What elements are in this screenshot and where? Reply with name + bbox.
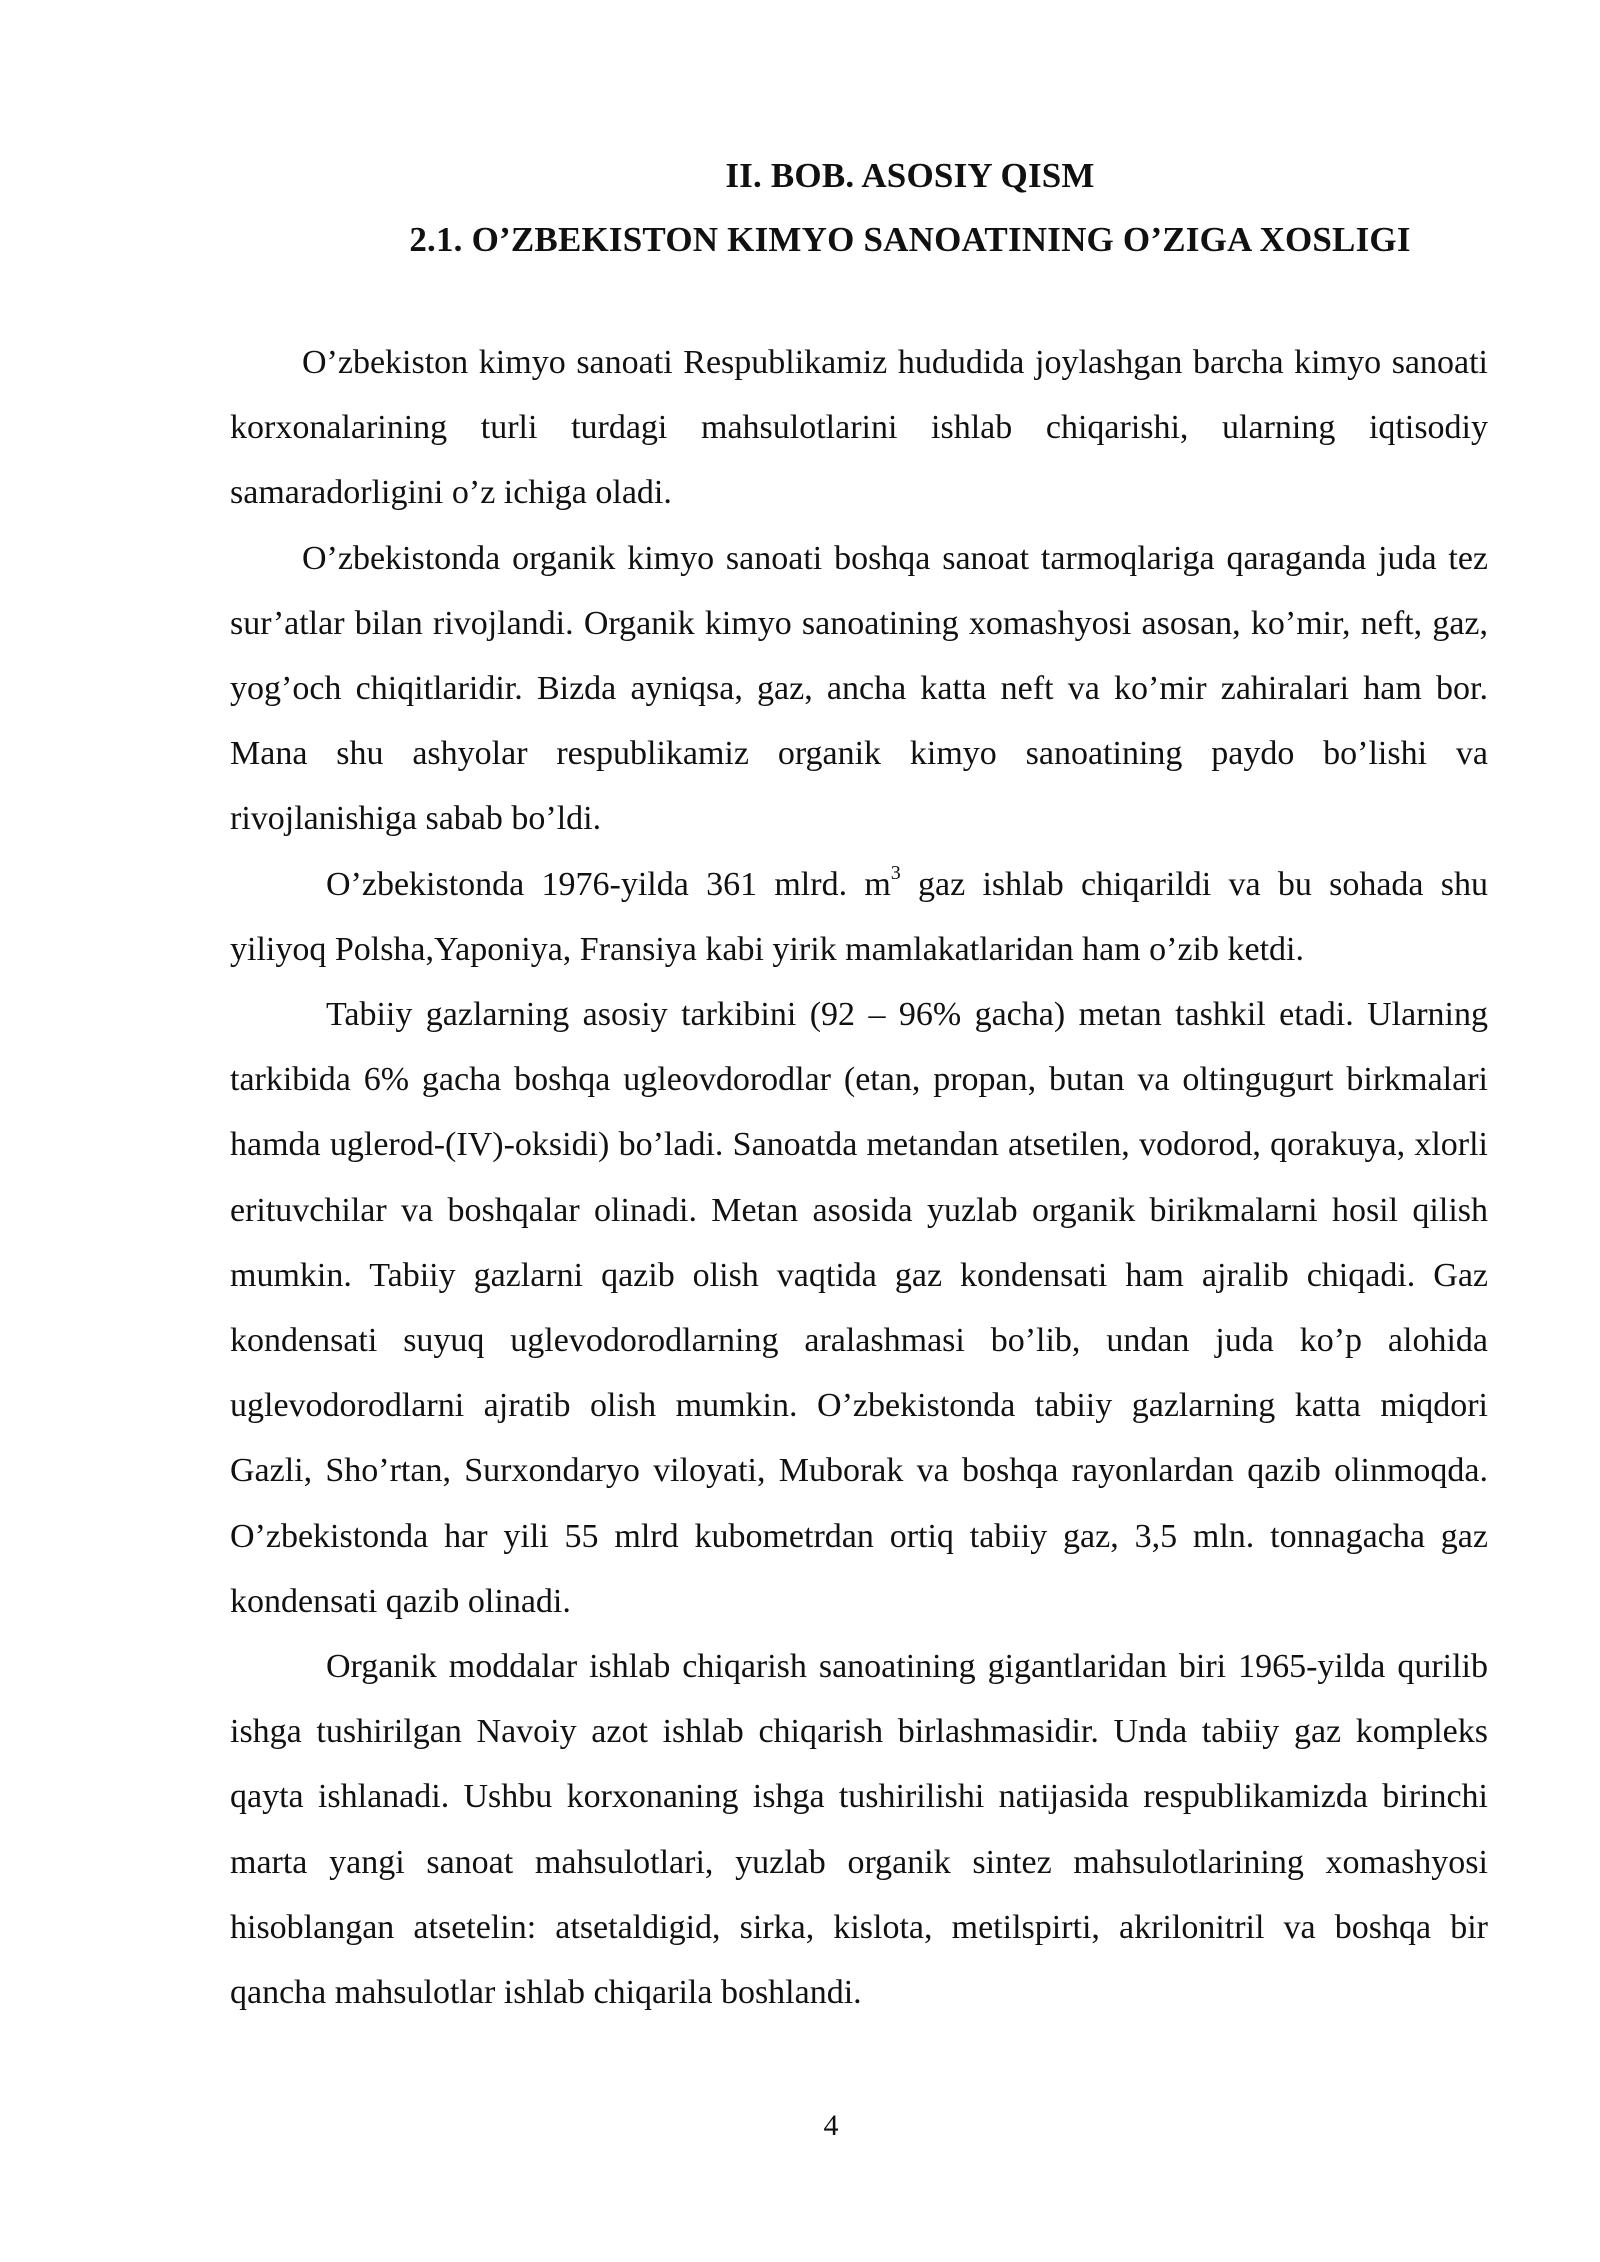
body-text — [230, 330, 1488, 2025]
superscript: 3 — [890, 861, 901, 884]
paragraph: Tabiiy gazlarning asosiy tarkibini (92 – 96% gacha) metan tashkil etadi. Ularning tarkibida 6% gacha boshqa ugleovdorodlar (etan, propan, butan va oltingugurt birkmalari hamda uglerod-(IV)-oksidi) bo’ladi. Sanoatda metandan atsetilen, vodorod, qorakuya, xlorli erituvchilar va boshqalar olinadi. Metan asosida yuzlab organik birikmalarni hosil qilish mumkin. Tabiiy gazlarni qazib olish vaqtida gaz kondensati ham ajralib chiqadi. Gaz kondensati suyuq uglevodorodlarning aralashmasi bo’lib, undan juda ko’p alohida uglevodorodlarni ajratib olish mumkin. O’zbekistonda tabiiy gazlarning katta miqdori Gazli, Sho’rtan, Surxondaryo viloyati, Muborak va boshqa rayonlardan qazib olinmoqda. O’zbekistonda har yili 55 mlrd kubometrdan ortiq tabiiy gaz, 3,5 mln. tonnagacha gaz kondensati qazib olinadi. — [230, 996, 1488, 1620]
paragraph-text: O’zbekistonda 1976-yilda 361 mlrd. m — [326, 865, 891, 903]
paragraph: O’zbekistonda organik kimyo sanoati boshqa sanoat tarmoqlariga qaraganda juda tez sur’atlar bilan rivojlandi. Organik kimyo sanoatining xomashyosi asosan, ko’mir, neft, gaz, yog’och chiqitlaridir. Bizda ayniqsa, gaz, ancha katta neft va ko’mir zahiralari ham bor. Mana shu ashyolar respublikamiz organik kimyo sanoatining paydo bo’lishi va rivojlanishiga sabab bo’ldi. — [230, 539, 1488, 838]
paragraph: O’zbekiston kimyo sanoati Respublikamiz hududida joylashgan barcha kimyo sanoati korxonalarining turli turdagi mahsulotlarini ishlab chiqarishi, ularning iqtisodiy samaradorligini o’z ichiga oladi. — [230, 344, 1488, 512]
page-number: 4 — [823, 2109, 839, 2142]
section-title: 2.1. O’ZBEKISTON KIMYO SANOATINING O’ZIGA XOSLIGI — [409, 220, 1411, 259]
chapter-title: II. BOB. ASOSIY QISM — [725, 156, 1095, 195]
paragraph-text: gaz ishlab chiqarildi va bu sohada shu yiliyoq Polsha,Yaponiya, Fransiya kabi yirik mamlakatlaridan ham o’zib ketdi. — [230, 865, 1489, 968]
paragraph: Organik moddalar ishlab chiqarish sanoatining gigantlaridan biri 1965-yilda qurilib ishga tushirilgan Navoiy azot ishlab chiqarish birlashmasidir. Unda tabiiy gaz kompleks qayta ishlanadi. Ushbu korxonaning ishga tushirilishi natijasida respublikamizda birinchi marta yangi sanoat mahsulotlari, yuzlab organik sintez mahsulotlarining xomashyosi hisoblangan atsetelin: atsetaldigid, sirka, kislota, metilspirti, akrilonitril va boshqa bir qancha mahsulotlar ishlab chiqarila boshlandi. — [230, 1648, 1488, 2012]
paragraph-with-superscript — [230, 852, 1488, 982]
